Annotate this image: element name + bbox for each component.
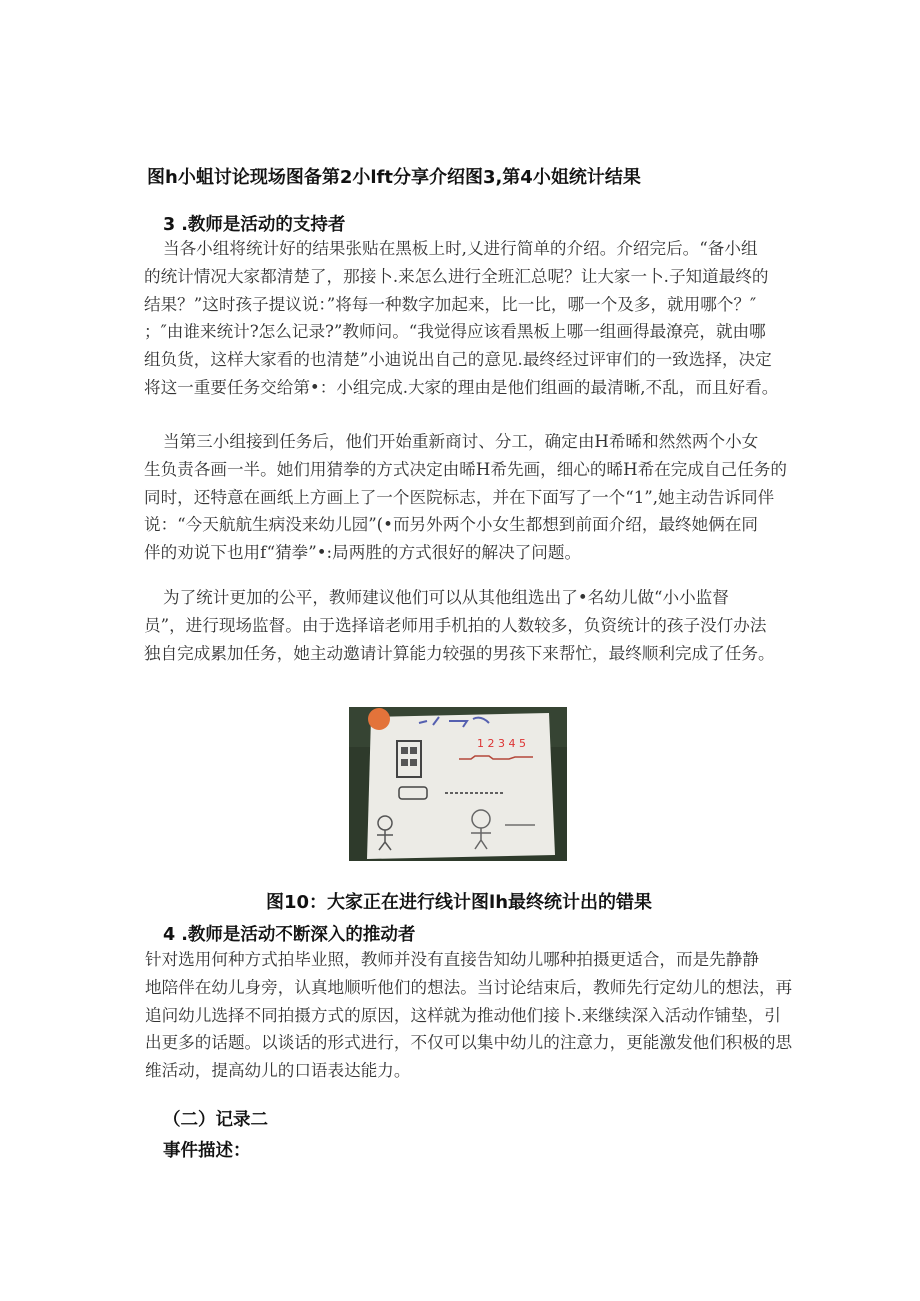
statistics-photo-image: [349, 707, 567, 861]
event-description-heading: 事件描述：: [163, 1141, 251, 1161]
text-line: 同时，还特意在画纸上方画上了一个医院标志，并在下面写了一个“1”,她主动告诉同伴: [144, 487, 775, 507]
section3-paragraph-3: [144, 584, 779, 667]
text-line: 的统计情况大家都清楚了，那接卜.来怎么进行全班汇总呢？让大家一卜.子知道最终的: [144, 266, 769, 286]
text-line: 维活动，提高幼儿的口语表达能力。: [145, 1061, 411, 1081]
text-line: 为了统计更加的公平，教师建议他们可以从其他组选出了•名幼儿做“小小监督: [163, 588, 729, 607]
text-line: 伴的劝说下也用f“猜拳”•:局两胜的方式很好的解决了问题。: [144, 543, 582, 563]
text-line: 独自完成累加任务，她主动邀请计算能力较强的男孩下来帮忙，最终顺利完成了任务。: [144, 643, 775, 663]
text-line: 说：“今天航航生病没来幼儿园”(•而另外两个小女生都想到前面介绍，最终她俩在同: [144, 515, 759, 535]
text-line: 当各小组将统计好的结果张贴在黑板上时,乂进行简单的介绍。介绍完后。“备小组: [163, 239, 758, 258]
text-line: 针对选用何种方式拍毕业照，教师并没有直接告知幼儿哪种拍摄更适合，而是先静静: [145, 950, 759, 969]
text-line: 出更多的话题。以谈话的形式进行，不仅可以集中幼儿的注意力，更能激发他们积极的思: [145, 1033, 793, 1053]
section-heading-3: 3 .教师是活动的支持者: [163, 215, 346, 235]
section3-paragraph-2: [144, 428, 787, 567]
text-line: 员”，进行现场监督。由于选择谙老师用手机拍的人数较多，负资统计的孩子没仃办法: [144, 615, 767, 635]
record-two-heading: （二）记录二: [163, 1110, 268, 1130]
section4-paragraph-1: [145, 946, 793, 1085]
text-line: 将这一重要任务交给第•：小组完成.大家的理由是他们组画的最清晰,不乱，而且好看。: [144, 377, 779, 397]
figure-caption-10: 图10：大家正在进行线计图lh最终统计出的错果: [266, 892, 653, 913]
svg-text:1 2 3 4 5: 1 2 3 4 5: [477, 737, 526, 750]
text-line: 结果？”这时孩子提议说：”将每一种数字加起来，比一比，哪一个及多，就用哪个？″: [144, 294, 757, 314]
text-line: 当第三小组接到任务后，他们开始重新商讨、分工，确定由H希晞和然然两个小女: [163, 432, 759, 451]
section3-paragraph-1: [144, 235, 779, 402]
section-heading-4: 4 .教师是活动不断深入的推动者: [163, 925, 416, 945]
text-line: 组负货，这样大家看的也清楚”小迪说出自己的意见.最终经过评审们的一致选择，决定: [144, 350, 772, 370]
statistics-photo: [349, 707, 567, 861]
text-line: 地陪伴在幼儿身旁，认真地顺听他们的想法。当讨论结束后，教师先行定幼儿的想法，再: [145, 977, 793, 997]
figure-caption-top: 图h小蛆讨论现场图备第2小lft分享介绍图3,第4小姐统计结果: [147, 167, 641, 188]
text-line: 追问幼儿选择不同拍摄方式的原因，这样就为推动他们接卜.来继续深入活动作铺垫，引: [145, 1005, 781, 1025]
text-line: 生负责各画一半。她们用猜拳的方式决定由晞H希先画，细心的晞H希在完成自己任务的: [144, 459, 787, 479]
text-line: ；″由谁来统计?怎么记录?”教师问。“我觉得应该看黑板上哪一组画得最潦亮，就由哪: [144, 322, 766, 342]
